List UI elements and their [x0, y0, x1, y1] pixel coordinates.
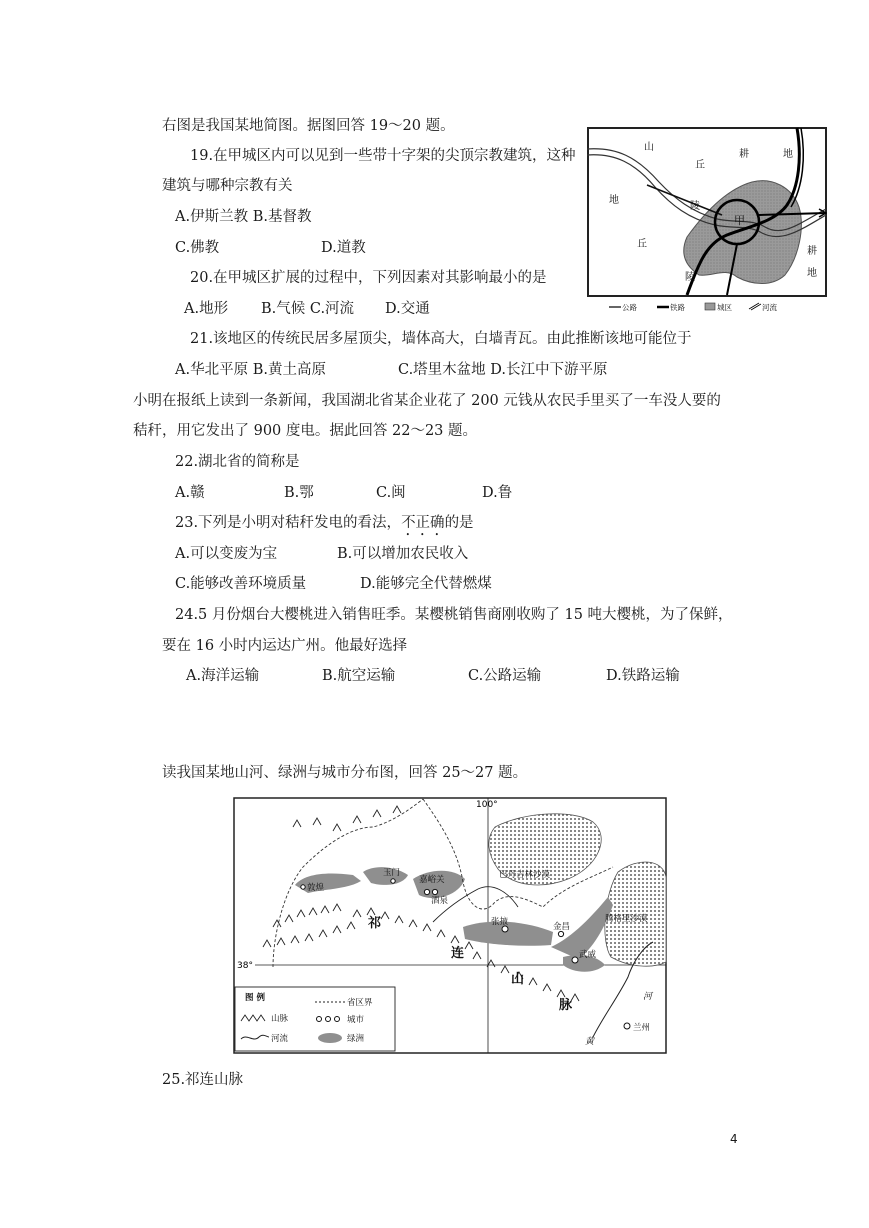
label-jiuquan: 酒泉	[431, 896, 449, 906]
label-jinchang: 金昌	[553, 922, 571, 932]
label-qi: 祁	[368, 916, 382, 931]
label-wuwei: 武威	[579, 950, 597, 960]
label-badain-desert: 巴丹吉林沙漠	[499, 870, 551, 880]
label-lanzhou: 兰州	[633, 1023, 651, 1033]
q23-stem-pre: 23.下列是小明对秸秆发电的看法，	[175, 515, 402, 531]
label-tengger-desert: 腾格里沙漠	[605, 914, 648, 924]
label-huang: 黄	[585, 1037, 595, 1047]
lat-label: 38°	[237, 961, 253, 971]
news-text: 小明在报纸上读到一条新闻，我国湖北省某企业花了 200 元钱从农民手里买了一车没人要的	[133, 393, 721, 409]
city-sketch-map	[587, 127, 827, 316]
q25-stem: 25.祁连山脉	[162, 1072, 244, 1088]
q22-stem: 22.湖北省的简称是	[175, 454, 300, 470]
intro-19-20: 右图是我国某地简图。据图回答 19～20 题。	[162, 118, 455, 134]
map1-label-jia: 甲	[734, 214, 745, 227]
q23-option-c: C.能够改善环境质量	[175, 576, 307, 592]
map1-label-shan: 山	[644, 142, 654, 153]
map1-label-geng2: 耕	[807, 246, 817, 257]
map1-label-ling2: 陵	[685, 272, 695, 283]
q23-option-d: D.能够完全代替燃煤	[360, 576, 492, 592]
q22-option-d: D.鲁	[482, 485, 513, 501]
lon-label: 100°	[476, 800, 498, 810]
map1-label-qiu2: 丘	[637, 239, 647, 250]
map1-label-di3: 地	[807, 268, 817, 279]
q20-option-d: D.交通	[385, 301, 430, 317]
map1-label-qiu: 丘	[695, 160, 705, 171]
label-zhangye: 张掖	[491, 917, 509, 927]
hexi-corridor-map-svg	[233, 797, 667, 1054]
q19-option-c: C.佛教	[175, 240, 220, 256]
q24-option-c: C.公路运输	[468, 668, 542, 684]
city-jiuquan	[432, 889, 437, 894]
intro-25-27: 读我国某地山河、绿洲与城市分布图，回答 25～27 题。	[162, 765, 528, 781]
city-sketch-map-svg	[587, 127, 827, 316]
map1-legend-river: 河流	[762, 303, 777, 312]
map1-legend-urban: 城区	[717, 303, 732, 312]
q23-stem-post: 的是	[444, 515, 474, 531]
legend-city: 城市	[347, 1015, 365, 1025]
news-text-cont: 秸秆，用它发出了 900 度电。据此回答 22～23 题。	[133, 423, 478, 439]
legend-mountain: 山脉	[271, 1014, 289, 1024]
legend-oasis: 绿洲	[347, 1034, 365, 1044]
q23-option-b: B.可以增加农民收入	[337, 546, 469, 562]
map1-legend-rail: 铁路	[670, 303, 685, 312]
map1-label-ling: 陵	[690, 201, 700, 212]
q19-stem-cont: 建筑与哪种宗教有关	[162, 178, 293, 194]
city-jinchang	[558, 931, 563, 936]
city-wuwei	[572, 957, 578, 963]
label-lian: 连	[451, 946, 465, 961]
q23-stem	[175, 513, 474, 539]
q19-option-ab: A.伊斯兰教 B.基督教	[175, 209, 312, 225]
q24-option-b: B.航空运输	[322, 668, 396, 684]
q23-emphasis: 不正确	[401, 515, 445, 531]
map1-label-geng1: 耕	[739, 149, 749, 160]
label-he: 河	[643, 992, 653, 1002]
q19-option-d: D.道教	[321, 240, 366, 256]
q24-option-d: D.铁路运输	[606, 668, 680, 684]
city-jiayuguan	[424, 889, 429, 894]
q21-option-ab: A.华北平原 B.黄土高原	[175, 362, 326, 378]
q22-option-c: C.闽	[376, 485, 406, 501]
city-dunhuang	[301, 885, 305, 889]
q20-option-a: A.地形	[184, 301, 229, 317]
q22-option-a: A.赣	[175, 485, 205, 501]
q24-stem-cont: 要在 16 小时内运达广州。他最好选择	[162, 638, 408, 654]
label-mai: 脉	[559, 998, 573, 1013]
q24-stem: 24.5 月份烟台大樱桃进入销售旺季。某樱桃销售商刚收购了 15 吨大樱桃，为了保鲜，	[175, 607, 733, 623]
q21-stem: 21.该地区的传统民居多屋顶尖，墙体高大，白墙青瓦。由此推断该地可能位于	[190, 331, 692, 347]
label-jiayuguan: 嘉峪关	[419, 875, 445, 885]
label-dunhuang: 敦煌	[307, 883, 325, 893]
legend-title: 图 例	[245, 993, 265, 1003]
legend-border: 省区界	[347, 998, 373, 1008]
q21-option-cd: C.塔里木盆地 D.长江中下游平原	[398, 362, 608, 378]
q24-option-a: A.海洋运输	[186, 668, 260, 684]
city-yumen	[391, 879, 395, 883]
q20-stem: 20.在甲城区扩展的过程中，下列因素对其影响最小的是	[190, 270, 547, 286]
label-shan: 山	[511, 972, 525, 987]
map1-legend-road: 公路	[622, 303, 637, 312]
map1-label-di1: 地	[783, 149, 793, 160]
q20-option-bc: B.气候 C.河流	[261, 301, 355, 317]
q19-stem: 19.在甲城区内可以见到一些带十字架的尖顶宗教建筑，这种	[190, 148, 576, 164]
legend-river: 河流	[271, 1034, 289, 1044]
map1-label-di2: 地	[609, 195, 619, 206]
hexi-corridor-map	[233, 797, 667, 1054]
q23-option-a: A.可以变废为宝	[175, 546, 278, 562]
q22-option-b: B.鄂	[284, 485, 314, 501]
page-number: 4	[730, 1132, 738, 1146]
label-yumen: 玉门	[383, 868, 401, 878]
city-lanzhou	[624, 1023, 630, 1029]
